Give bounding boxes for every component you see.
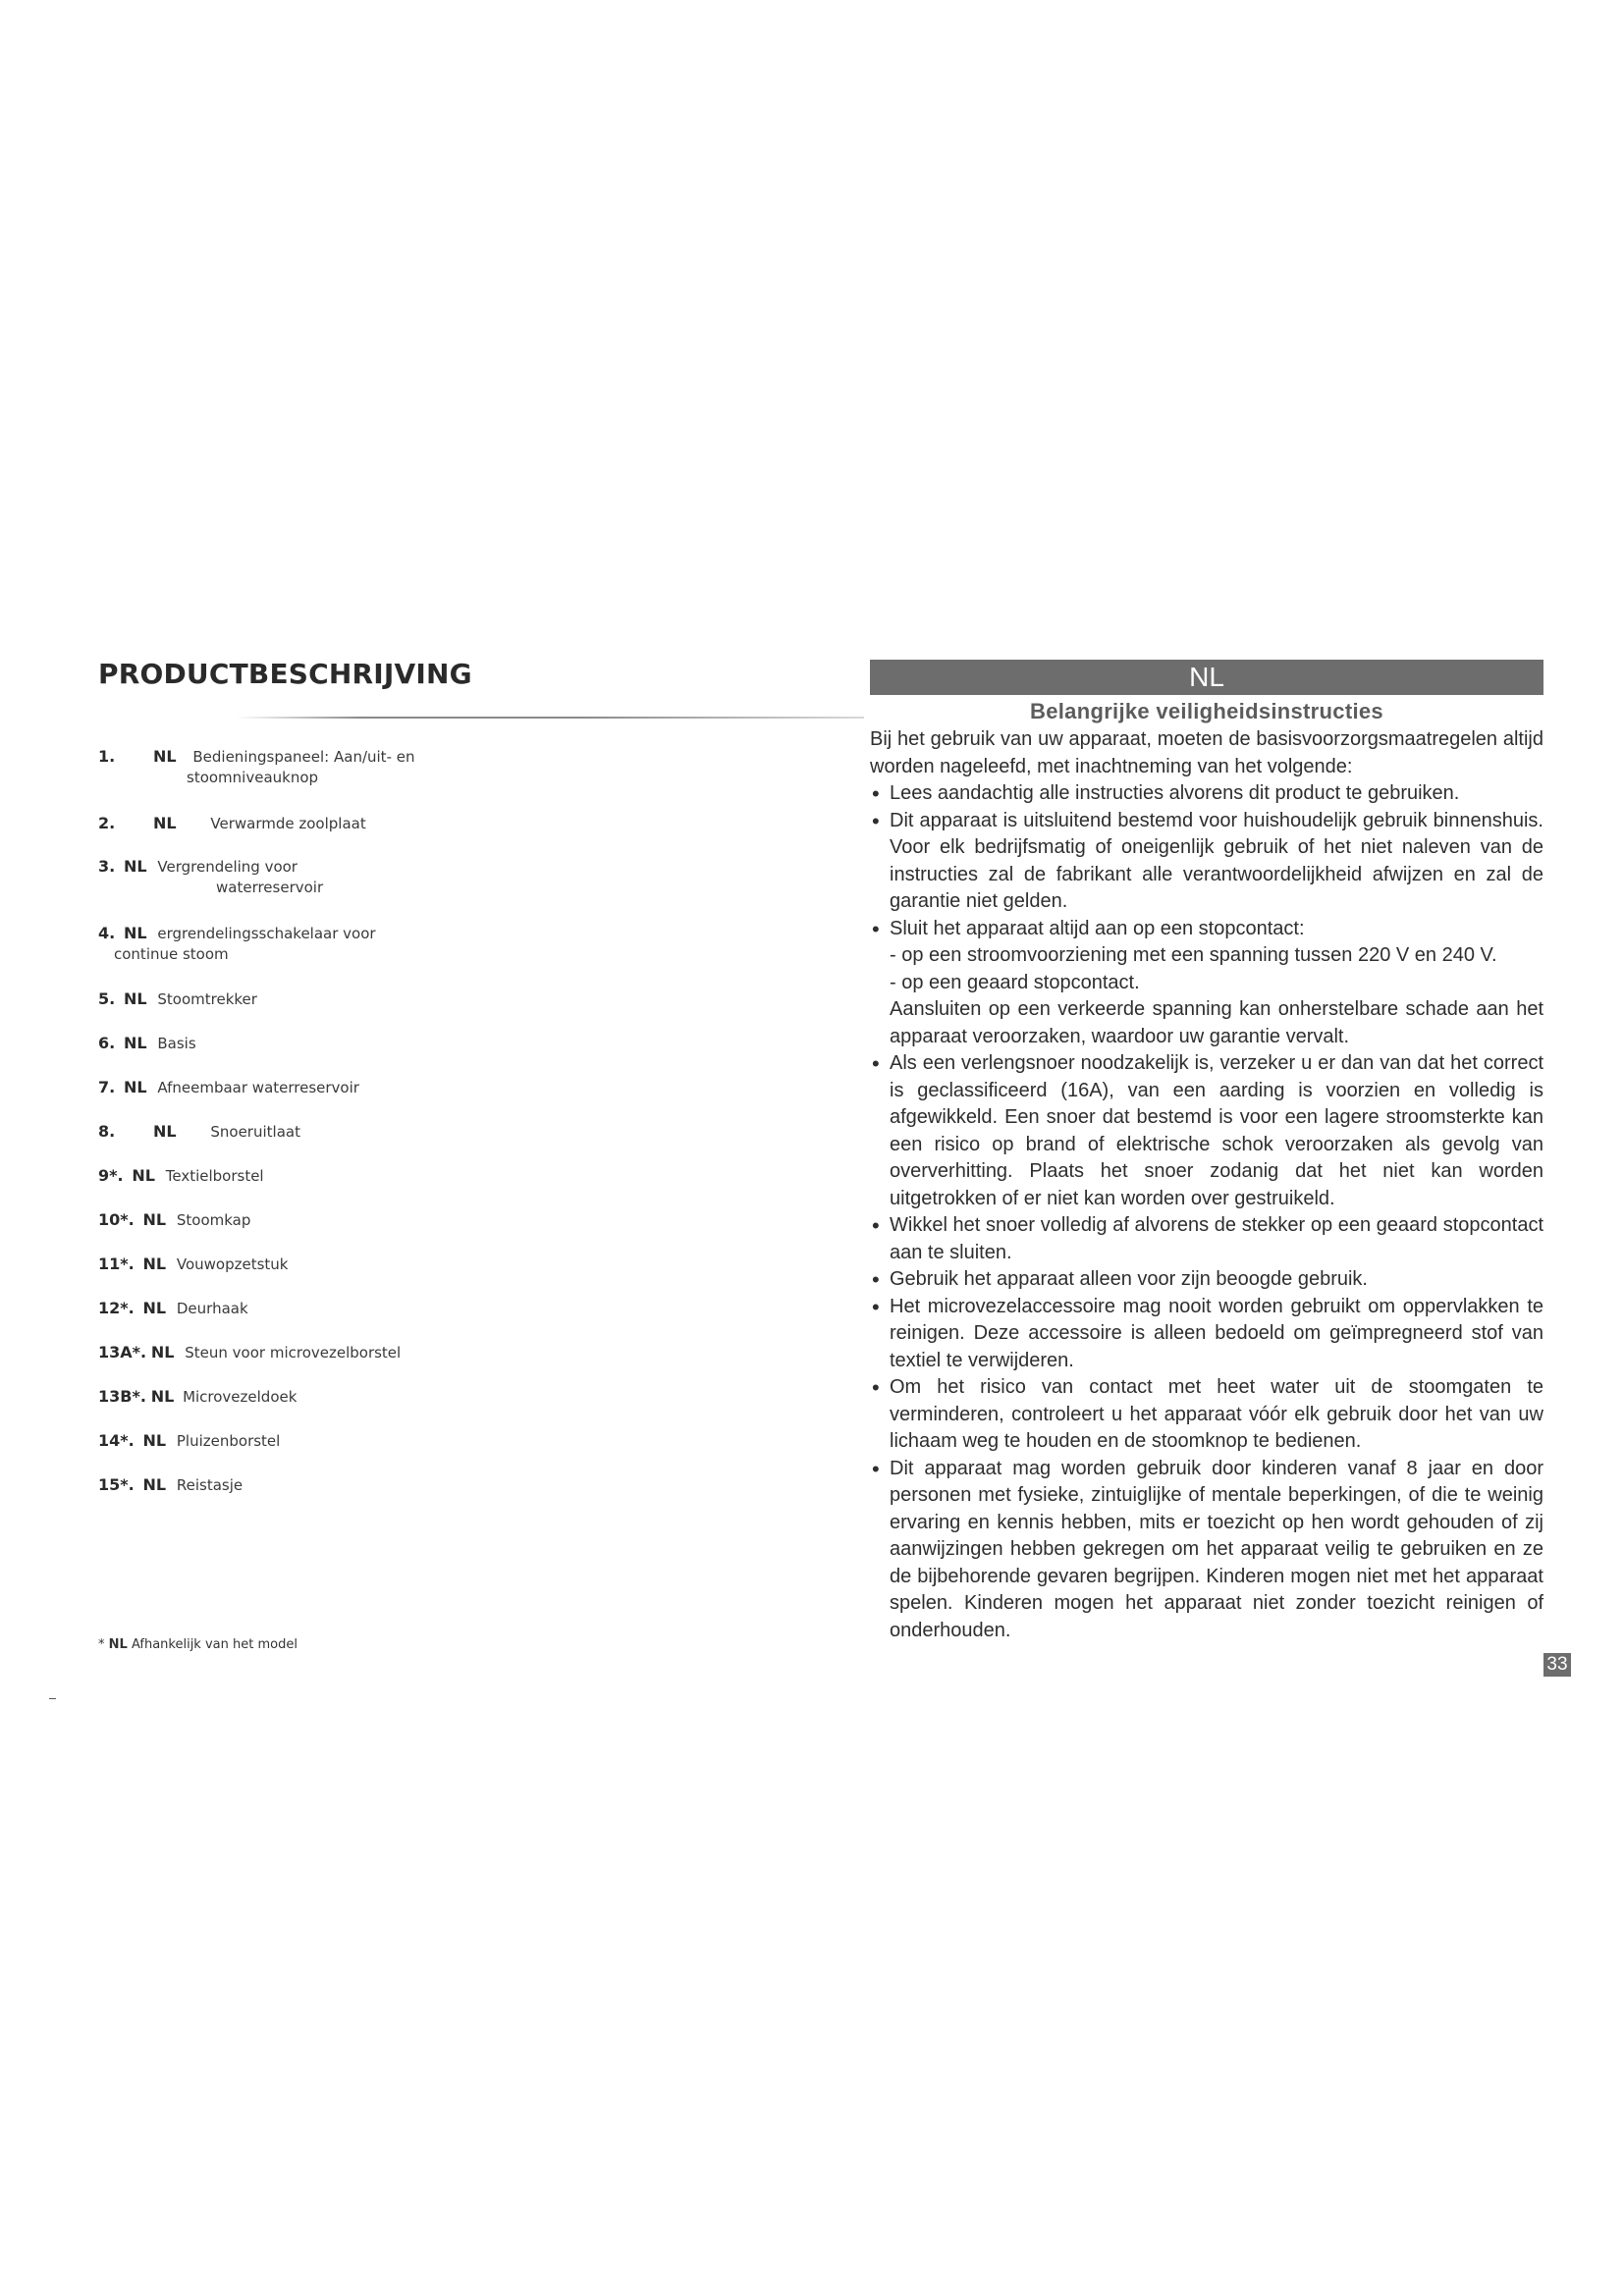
item-text: ergrendelingsschakelaar voor bbox=[157, 925, 376, 942]
bullet-text: Als een verlengsnoer noodzakelijk is, verzeker u er dan van dat het correct is geclassificeerd (16A), van een aarding is voorzien en volledig is afgewikkeld. Een snoer dat bestemd is voor een lagere stroomsterkte kan een risico op brand of elektrische schok veroorzaken als gevolg van oververhitting. Plaats het snoer zodanig dat het niet kan worden uitgetrokken of er niet kan worden over gestruikeld. bbox=[890, 1052, 1543, 1209]
item-number: 15*. bbox=[98, 1475, 135, 1494]
item-lang: NL bbox=[153, 814, 177, 832]
language-bar: NL bbox=[870, 660, 1543, 695]
list-item bbox=[98, 1474, 243, 1496]
item-number: 7. bbox=[98, 1078, 116, 1096]
list-item bbox=[98, 1077, 359, 1098]
bullet-text: Dit apparaat is uitsluitend bestemd voor huishoudelijk gebruik binnenshuis. Voor elk bedrijfsmatig of oneigenlijk gebruik of het niet naleven van de instructies zal de fabrikant alle verantwoordelijkheid afwijzen en zal de garantie niet gelden. bbox=[890, 809, 1543, 912]
item-text: Bedieningspaneel: Aan/uit- en bbox=[192, 748, 415, 766]
list-item bbox=[98, 923, 376, 965]
item-number: 8. bbox=[98, 1122, 116, 1141]
list-item bbox=[98, 1386, 297, 1408]
list-item bbox=[870, 808, 1543, 916]
list-item bbox=[870, 1374, 1543, 1456]
footnote-mark: * bbox=[98, 1637, 105, 1652]
bullet-text: Dit apparaat mag worden gebruik door kinderen vanaf 8 jaar en door personen met fysieke, zintuiglijke of mentale beperkingen, of die te weinig ervaring en kennis hebben, mits er toezicht op hen wordt gehouden of zij aanwijzingen hebben gekregen om het apparaat veilig te gebruiken en ze de bijbehorende gevaren begrijpen. Kinderen mogen niet met het apparaat spelen. Kinderen mogen het apparaat niet zonder toezicht reinigen of onderhouden. bbox=[890, 1457, 1543, 1641]
bullet-text: • Sluit het apparaat altijd aan op een stopcontact: bbox=[890, 917, 1305, 939]
item-text-continued: continue stoom bbox=[114, 945, 229, 963]
item-text: Snoeruitlaat bbox=[210, 1123, 300, 1141]
item-text: Vergrendeling voor bbox=[157, 858, 298, 876]
item-lang: NL bbox=[142, 1431, 167, 1450]
list-item bbox=[98, 813, 366, 834]
list-item bbox=[870, 916, 1543, 1051]
item-lang: NL bbox=[124, 924, 147, 942]
title-divider bbox=[236, 717, 864, 719]
item-number: 2. bbox=[98, 814, 116, 832]
item-text: Reistasje bbox=[176, 1476, 244, 1494]
product-description-section bbox=[98, 658, 776, 1494]
item-text: Vouwopzetstuk bbox=[176, 1255, 289, 1273]
item-number: 5. bbox=[98, 989, 116, 1008]
bullet-subitem: Aansluiten op een verkeerde spanning kan onherstelbare schade aan het apparaat veroorzaken, waardoor uw garantie vervalt. bbox=[890, 998, 1543, 1047]
item-lang: NL bbox=[153, 1122, 177, 1141]
item-number: 6. bbox=[98, 1034, 116, 1052]
list-item bbox=[98, 1342, 401, 1363]
item-number: 4. bbox=[98, 924, 116, 942]
page-edge-mark bbox=[49, 1698, 56, 1699]
instructions-body bbox=[870, 726, 1543, 1644]
item-number: 12*. bbox=[98, 1299, 135, 1317]
item-lang: NL bbox=[124, 989, 147, 1008]
bullet-text: Gebruik het apparaat alleen voor zijn beoogde gebruik. bbox=[890, 1268, 1368, 1290]
item-lang: NL bbox=[142, 1210, 167, 1229]
bullet-text: Om het risico van contact met heet water uit de stoomgaten te verminderen, controleert u het apparaat vóór elk gebruik door het van uw lichaam weg te houden en de stoomknop te bedienen. bbox=[890, 1376, 1543, 1452]
footnote-text: Afhankelijk van het model bbox=[131, 1637, 298, 1652]
list-item bbox=[870, 1212, 1543, 1266]
item-lang: NL bbox=[142, 1255, 167, 1273]
item-lang: NL bbox=[132, 1166, 155, 1185]
footnote bbox=[98, 1637, 298, 1652]
intro-paragraph: Bij het gebruik van uw apparaat, moeten de basisvoorzorgsmaatregelen altijd worden nageleefd, met inachtneming van het volgende: bbox=[870, 728, 1543, 777]
item-number: 13A*. bbox=[98, 1343, 147, 1362]
item-number: 14*. bbox=[98, 1431, 135, 1450]
bullet-subitem: - op een geaard stopcontact. bbox=[890, 971, 1140, 993]
item-text: Stoomtrekker bbox=[157, 990, 257, 1008]
item-lang: NL bbox=[142, 1299, 167, 1317]
item-text: Textielborstel bbox=[165, 1167, 264, 1185]
footnote-lang: NL bbox=[108, 1637, 128, 1652]
list-item bbox=[870, 1266, 1543, 1294]
item-text: Deurhaak bbox=[176, 1300, 248, 1317]
list-item bbox=[98, 1298, 248, 1319]
item-text: Pluizenborstel bbox=[176, 1432, 281, 1450]
item-lang: NL bbox=[124, 1078, 147, 1096]
section-heading: Belangrijke veiligheidsinstructies bbox=[1030, 699, 1383, 723]
item-text: Verwarmde zoolplaat bbox=[210, 815, 366, 832]
item-number: 9*. bbox=[98, 1166, 124, 1185]
item-lang: NL bbox=[124, 857, 147, 876]
item-number: 1. bbox=[98, 747, 116, 766]
item-number: 11*. bbox=[98, 1255, 135, 1273]
bullet-text: Het microvezelaccessoire mag nooit worden gebruikt om oppervlakken te reinigen. Deze accessoire is alleen bedoeld om geïmpregneerd stof van textiel te verwijderen. bbox=[890, 1295, 1543, 1371]
bullet-text: Lees aandachtig alle instructies alvorens dit product te gebruiken. bbox=[890, 782, 1460, 804]
list-item bbox=[98, 1430, 280, 1452]
list-item bbox=[870, 780, 1543, 808]
bullet-text: Wikkel het snoer volledig af alvorens de stekker op een geaard stopcontact aan te sluiten. bbox=[890, 1214, 1543, 1263]
item-number: 13B*. bbox=[98, 1387, 146, 1406]
item-text-continued: stoomniveauknop bbox=[187, 769, 319, 786]
list-item bbox=[98, 1209, 250, 1231]
list-item bbox=[98, 746, 414, 788]
list-item bbox=[98, 1033, 196, 1054]
list-item bbox=[98, 1121, 300, 1143]
list-item bbox=[870, 1050, 1543, 1212]
list-item bbox=[870, 1294, 1543, 1375]
item-text: Afneembaar waterreservoir bbox=[157, 1079, 359, 1096]
item-lang: NL bbox=[153, 747, 177, 766]
bullet-subitem: - op een stroomvoorziening met een spanning tussen 220 V en 240 V. bbox=[890, 944, 1497, 966]
item-lang: NL bbox=[150, 1343, 175, 1362]
item-lang: NL bbox=[150, 1387, 175, 1406]
list-item bbox=[98, 1165, 264, 1187]
item-text: Steun voor microvezelborstel bbox=[185, 1344, 402, 1362]
item-text: Basis bbox=[157, 1035, 196, 1052]
item-lang: NL bbox=[142, 1475, 167, 1494]
list-item bbox=[98, 1254, 289, 1275]
page-number: 33 bbox=[1543, 1653, 1571, 1677]
item-number: 3. bbox=[98, 857, 116, 876]
item-text-continued: waterreservoir bbox=[216, 879, 324, 896]
item-text: Stoomkap bbox=[176, 1211, 251, 1229]
section-title: PRODUCTBESCHRIJVING bbox=[98, 658, 472, 690]
safety-list bbox=[870, 780, 1543, 1644]
list-item bbox=[870, 1456, 1543, 1645]
item-text: Microvezeldoek bbox=[183, 1388, 298, 1406]
list-item bbox=[98, 988, 257, 1010]
list-item bbox=[98, 856, 323, 898]
item-lang: NL bbox=[124, 1034, 147, 1052]
safety-instructions-section bbox=[870, 660, 1543, 1644]
item-number: 10*. bbox=[98, 1210, 135, 1229]
